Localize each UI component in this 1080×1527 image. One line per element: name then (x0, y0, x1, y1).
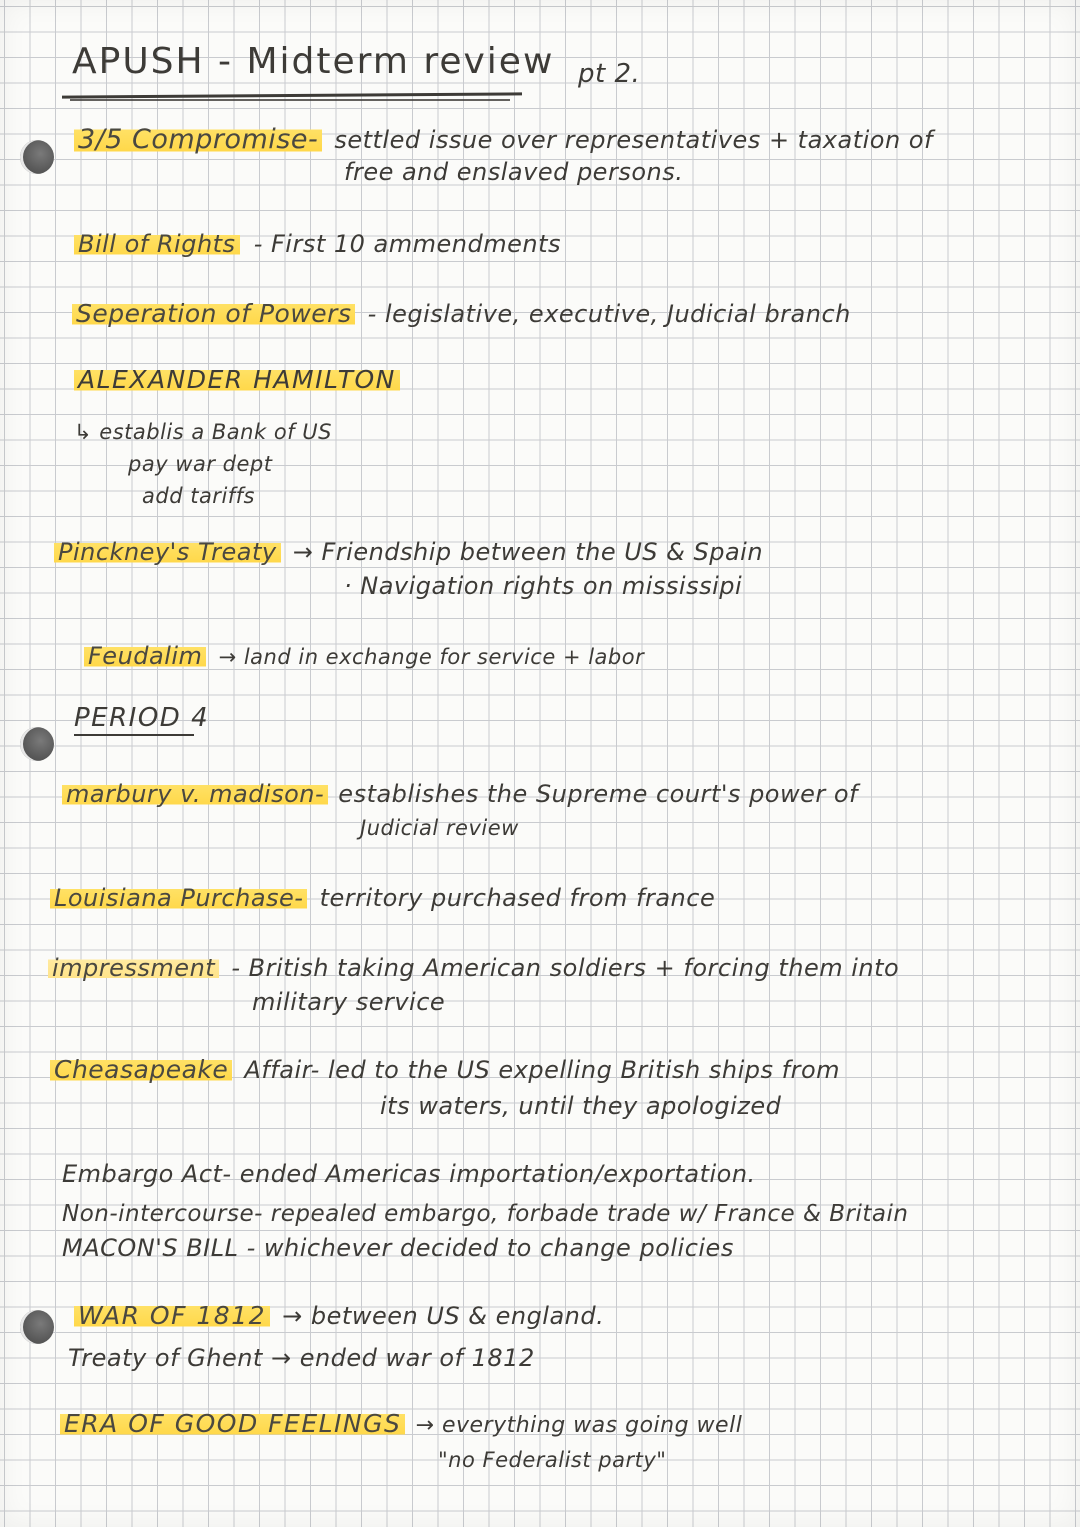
title-part: pt 2. (578, 59, 641, 89)
term-three-fifths: 3/5 Compromise- (74, 124, 322, 155)
hamilton-item-tariffs: add tariffs (142, 484, 256, 508)
entry-marbury-v-madison (62, 780, 858, 808)
binder-hole-middle (20, 727, 54, 761)
def-feudalism: → land in exchange for service + labor (218, 645, 645, 669)
term-feudalism: Feudalim (84, 642, 206, 670)
entry-louisiana-purchase (50, 884, 715, 912)
heading-alexander-hamilton: ALEXANDER HAMILTON (74, 366, 400, 394)
entry-pinckneys-treaty (54, 538, 763, 566)
def-marbury-line2: Judicial review (360, 816, 519, 840)
hamilton-item-war-dept: pay war dept (128, 452, 273, 476)
page-title (72, 41, 555, 82)
def-war-of-1812: → between US & england. (282, 1302, 605, 1330)
term-pinckneys-treaty: Pinckney's Treaty (54, 538, 281, 566)
term-war-of-1812: WAR OF 1812 (74, 1301, 270, 1330)
period-underline (74, 734, 194, 736)
entry-three-fifths-compromise (74, 126, 933, 154)
def-good-feelings-line1: → everything was going well (415, 1413, 743, 1438)
entry-feudalism (84, 642, 644, 671)
entry-impressment (48, 954, 899, 982)
def-impressment-line1: - British taking American soldiers + forcing them into (231, 954, 900, 982)
def-louisiana: territory purchased from france (319, 884, 716, 912)
entry-macons-bill: MACON'S BILL - whichever decided to change policies (62, 1234, 734, 1262)
term-marbury-v-madison: marbury v. madison- (62, 780, 328, 808)
title-underline-2 (70, 99, 510, 101)
def-good-feelings-line2: "no Federalist party" (438, 1448, 667, 1472)
def-pinckney-line2: · Navigation rights on mississipi (344, 572, 743, 600)
binder-hole-top (20, 140, 54, 174)
def-chesapeake-line2: its waters, until they apologized (380, 1092, 782, 1120)
entry-embargo-act: Embargo Act- ended Americas importation/exportation. (62, 1160, 756, 1188)
term-chesapeake: Cheasapeake (50, 1055, 232, 1084)
hamilton-item-bank: ↳ establis a Bank of US (74, 420, 332, 444)
entry-separation-of-powers (72, 300, 851, 328)
term-separation-of-powers: Seperation of Powers (72, 299, 355, 328)
def-three-fifths-line1: settled issue over representatives + taxation of (334, 126, 933, 154)
def-three-fifths-line2: free and enslaved persons. (344, 158, 684, 186)
term-bill-of-rights: Bill of Rights (74, 230, 240, 258)
heading-period-4: PERIOD 4 (74, 703, 210, 733)
def-pinckney-line1: → Friendship between the US & Spain (292, 538, 764, 566)
entry-bill-of-rights (74, 230, 561, 258)
title-underline (62, 92, 522, 98)
title-main: APUSH - Midterm review (72, 41, 555, 82)
entry-non-intercourse: Non-intercourse- repealed embargo, forbade trade w/ France & Britain (62, 1201, 909, 1227)
def-chesapeake-line1: Affair- led to the US expelling British ships from (244, 1056, 841, 1084)
entry-era-of-good-feelings (60, 1410, 742, 1440)
term-impressment: impressment (48, 954, 219, 982)
term-era-of-good-feelings: ERA OF GOOD FEELINGS (60, 1409, 405, 1438)
def-marbury-line1: establishes the Supreme court's power of (338, 780, 859, 808)
def-separation-of-powers: - legislative, executive, Judicial branch (367, 300, 851, 328)
def-bill-of-rights: - First 10 ammendments (253, 230, 561, 258)
def-impressment-line2: military service (252, 988, 446, 1016)
binder-hole-bottom (20, 1310, 54, 1344)
entry-chesapeake-affair (50, 1056, 840, 1084)
entry-war-of-1812 (74, 1302, 604, 1330)
entry-treaty-of-ghent: Treaty of Ghent → ended war of 1812 (68, 1344, 535, 1372)
term-louisiana-purchase: Louisiana Purchase- (50, 884, 307, 912)
